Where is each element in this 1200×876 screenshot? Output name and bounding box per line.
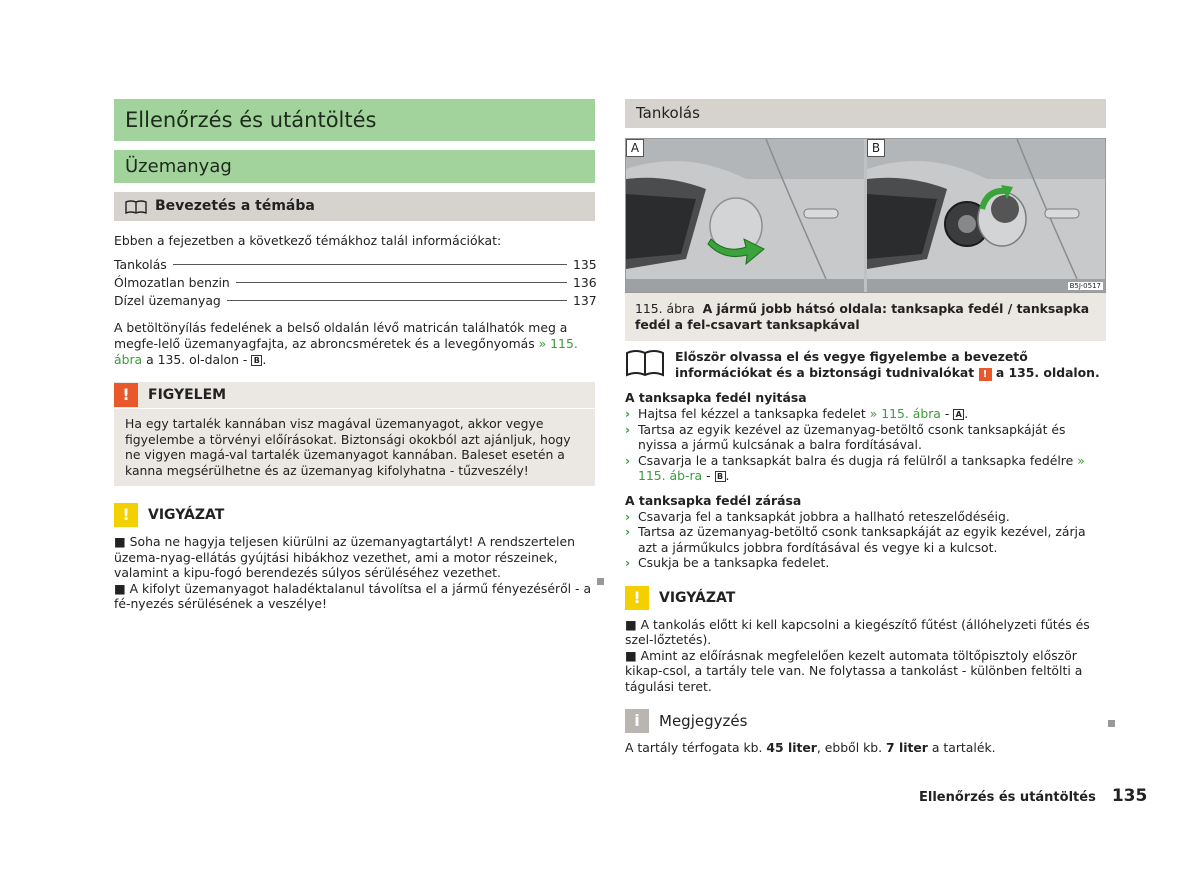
figure-caption [625,293,1106,341]
section-heading: Tankolás [625,99,1106,128]
note-text: a tartalék. [927,740,996,755]
warning-icon: ! [114,383,138,407]
caution-title: VIGYÁZAT [148,507,225,523]
left-column [114,99,595,612]
step-item [625,555,1106,571]
toc-list [114,256,595,310]
toc-label: Dízel üzemanyag [114,293,221,308]
step-item [625,422,1106,453]
caution-item: ■ A kifolyt üzemanyagot haladéktalanul távolítsa el a jármű fényezéséről - a fé-nyezés sérülésének a veszélye! [114,580,592,611]
step-text: Csavarja le a tanksapkát balra és dugja rá felülről a tanksapka fedélre [638,452,1078,468]
caution-item: ■ Amint az előírásnak megfelelően kezelt automata töltőpisztoly először kikap-csol, a tartály tele van. Ne folytassa a tankolást - különben feltölti a tágulási teret. [625,647,1083,694]
chevron-right-icon: › [625,555,631,570]
step-text: - [702,468,715,483]
step-item [625,453,1106,484]
toc-leader [236,282,567,283]
caution-icon: ! [625,586,649,610]
car-rear-side-illustration [626,139,864,292]
note-value: 7 liter [886,740,928,755]
toc-row[interactable] [114,274,595,292]
step-item [625,406,1106,422]
label-info-paragraph [114,320,595,368]
caution-item: ■ A tankolás előtt ki kell kapcsolni a kiegészítő fűtést (állóhelyzeti fűtés és szel-lőztetés). [625,616,1090,647]
section-end-marker [1108,720,1115,727]
step-text: Tartsa az egyik kezével az üzemanyag-betöltő csonk tanksapkáját és nyissa a jármű kulcsának a balra fordításával. [638,421,1066,452]
panel-ref-box: A [953,409,964,420]
footer-section: Ellenőrzés és utántöltés [919,790,1096,805]
step-text: - [940,406,954,421]
chevron-right-icon: › [625,452,631,468]
panel-label-b: B [867,139,885,157]
figure-panel-a [626,139,864,292]
intro-text: Ebben a fejezetben a következő témákhoz talál információkat: [114,233,502,248]
caution-header [114,502,595,528]
toc-page: 135 [573,257,597,272]
step-text: . [725,468,730,483]
paragraph-text: a 135. ol-dalon - [142,352,252,367]
paragraph-text: . [262,352,267,367]
panel-label-a: A [626,139,644,157]
toc-leader [227,300,567,301]
toc-label: Ólmozatlan benzin [114,275,230,290]
read-first-text: a 135. oldalon. [991,365,1100,380]
step-text: Tartsa az üzemanyag-betöltő csonk tanksapkáját az egyik kezével, zárja azt a járműkulcs jobbra fordításával és vegye ki a kulcsot. [638,524,1086,555]
note-text: A tartály térfogata kb. [625,740,767,755]
warning-title: FIGYELEM [148,387,227,403]
warning-text: Ha egy tartalék kannában visz magával üzemanyagot, akkor vegye figyelembe a törvényi előírásokat. Biztonsági okokból azt ajánljuk, hogy ne vigyen magá-val tartalék üzemanyagot kannában. Baleset esetén a kanna megsérülhetne és az üzemanyag kifolyhatna - tűzveszély! [114,409,595,486]
toc-label: Tankolás [114,257,167,272]
figure-link[interactable]: » 115. áb-ra [638,452,1085,483]
toc-page: 137 [573,293,597,308]
step-text: Csavarja fel a tanksapkát jobbra a hallható reteszelődéséig. [638,508,1010,524]
open-fuel-door-illustration [867,139,1105,292]
page-number: 135 [1111,786,1148,806]
step-text: Csukja be a tanksapka fedelet. [638,555,830,570]
book-icon [625,349,665,377]
read-first-text: Először olvassa el és vegye figyelembe a bevezető információkat és a biztonsági tudnivalókat [675,349,1028,380]
figure-code: B5J-0517 [1069,282,1101,290]
note-header [625,708,1106,734]
caution-body [114,528,595,612]
caution-title: VIGYÁZAT [659,589,736,606]
panel-ref-box: B [715,471,726,482]
note-text: , ebből kb. [816,740,887,755]
figure-115 [625,138,1106,293]
warning-icon: ! [979,368,992,381]
step-item [625,509,1106,525]
open-heading: A tanksapka fedél nyitása [625,390,807,405]
intro-heading-label: Bevezetés a témába [155,198,315,214]
note-title: Megjegyzés [659,712,748,730]
step-item [625,524,1106,555]
chevron-right-icon: › [625,508,631,524]
chevron-right-icon: › [625,406,631,421]
step-text: . [964,406,969,421]
caption-text: A jármű jobb hátsó oldala: tanksapka fedél / tanksapka fedél a fel-csavart tanksapkával [635,301,1090,332]
step-text: Hajtsa fel kézzel a tanksapka fedelet [638,406,870,421]
right-column [625,99,1106,756]
warning-header [114,382,595,408]
toc-leader [173,264,567,265]
note-body [625,734,1106,756]
figure-link[interactable]: » 115. ábra [114,336,578,367]
paragraph-text: A betöltönyílás fedelének a belső oldalán lévő matricán találhatók meg a megfe-lelő üzemanyagfajta, az abroncsméretek és a levegőnyomás [114,320,568,351]
figure-panel-b [867,139,1105,292]
read-first-notice [625,349,1106,381]
panel-ref-box: B [251,355,262,366]
page-footer [919,786,1147,806]
caution-item: ■ Soha ne hagyja teljesen kiürülni az üzemanyagtartályt! A rendszertelen üzema-nyag-ellátás gyújtási hibákhoz vezethet, ami a motor részeinek, valamint a kipu-fogó berendezés súlyos sérüléséhez vezethet. [114,534,575,580]
info-icon: i [625,709,649,733]
section-title: Üzemanyag [114,150,595,183]
chevron-right-icon: › [625,524,631,539]
figure-link[interactable]: » 115. ábra [869,406,941,421]
close-heading: A tanksapka fedél zárása [625,492,802,508]
book-icon [125,200,147,214]
toc-row[interactable] [114,256,595,274]
toc-row[interactable] [114,292,595,310]
toc-page: 136 [573,275,597,290]
note-value: 45 liter [766,740,817,755]
intro-heading [114,192,595,221]
caption-number: 115. ábra [635,301,695,316]
caution-header [625,585,1106,611]
chapter-title: Ellenőrzés és utántöltés [114,99,595,141]
caution-body [625,611,1106,695]
caution-icon: ! [114,503,138,527]
section-end-marker [597,578,604,585]
chevron-right-icon: › [625,421,631,437]
